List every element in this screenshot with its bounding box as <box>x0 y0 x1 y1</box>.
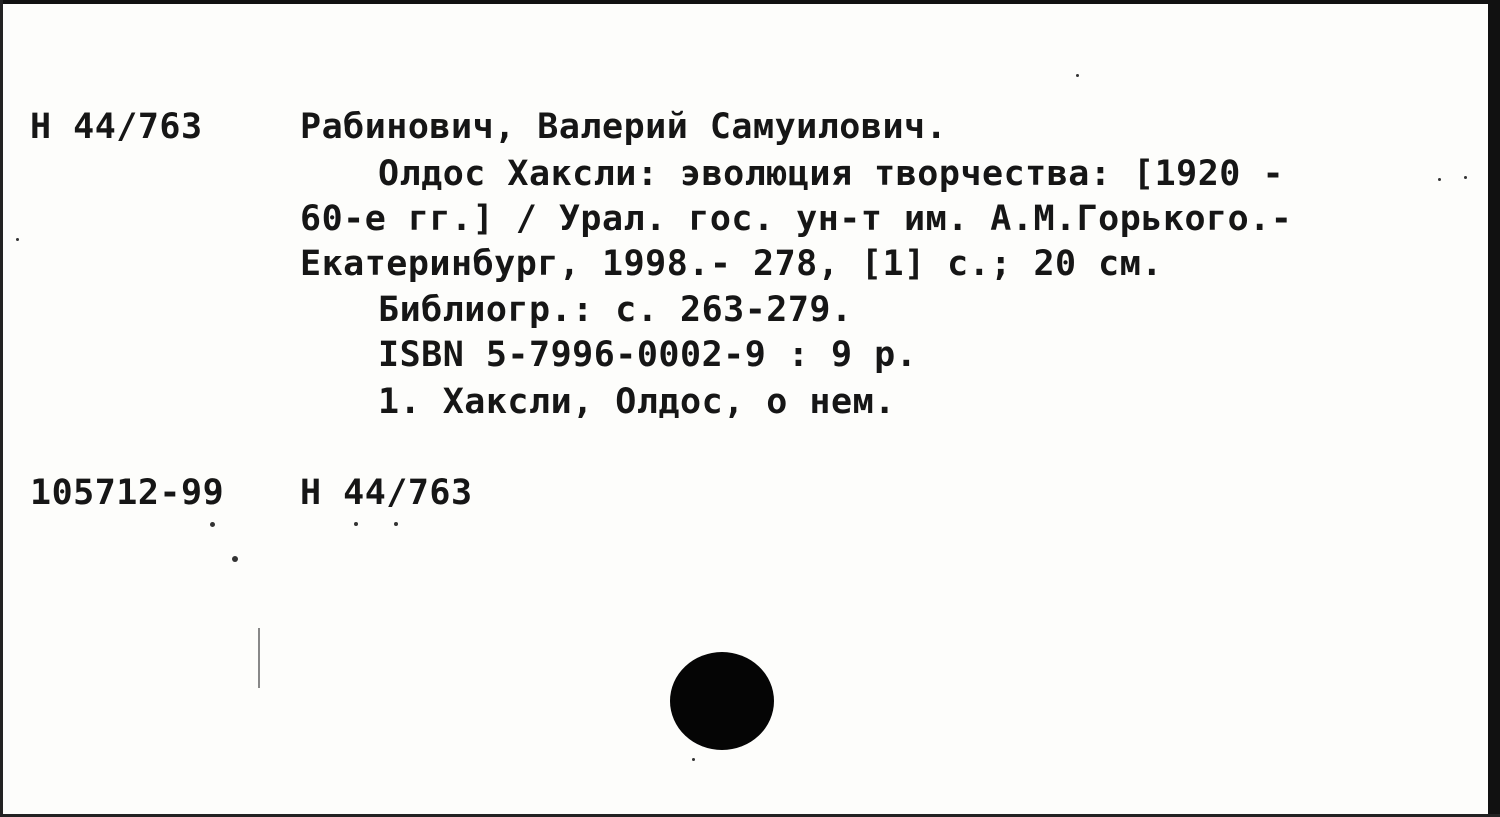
paper-scratch <box>258 628 260 688</box>
accession-number: 105712-99 <box>30 473 225 513</box>
dust-speck <box>1438 178 1441 181</box>
dust-speck <box>1464 176 1467 179</box>
title-line-2: 60-е гг.] / Урал. гос. ун-т им. А.М.Горького.- <box>300 199 1293 239</box>
card-left-edge <box>0 0 3 817</box>
card-right-edge <box>1488 0 1500 817</box>
dust-speck <box>354 522 358 526</box>
isbn-line: ISBN 5-7996-0002-9 : 9 р. <box>378 335 918 375</box>
subject-heading: 1. Хаксли, Олдос, о нем. <box>378 382 896 422</box>
card-top-edge <box>0 0 1500 4</box>
imprint-line: Екатеринбург, 1998.- 278, [1] с.; 20 см. <box>300 244 1163 284</box>
author-heading: Рабинович, Валерий Самуилович. <box>300 107 948 147</box>
dust-speck <box>1076 74 1079 77</box>
dust-speck <box>232 556 238 562</box>
title-line-1: Олдос Хаксли: эволюция творчества: [1920 - <box>378 154 1285 194</box>
punch-hole <box>670 652 774 750</box>
dust-speck <box>692 758 695 761</box>
bibliography-note: Библиогр.: с. 263-279. <box>378 290 853 330</box>
dust-speck <box>16 238 19 241</box>
call-number-repeat: Н 44/763 <box>300 473 473 513</box>
call-number: Н 44/763 <box>30 107 203 147</box>
dust-speck <box>210 522 215 527</box>
dust-speck <box>394 522 398 526</box>
